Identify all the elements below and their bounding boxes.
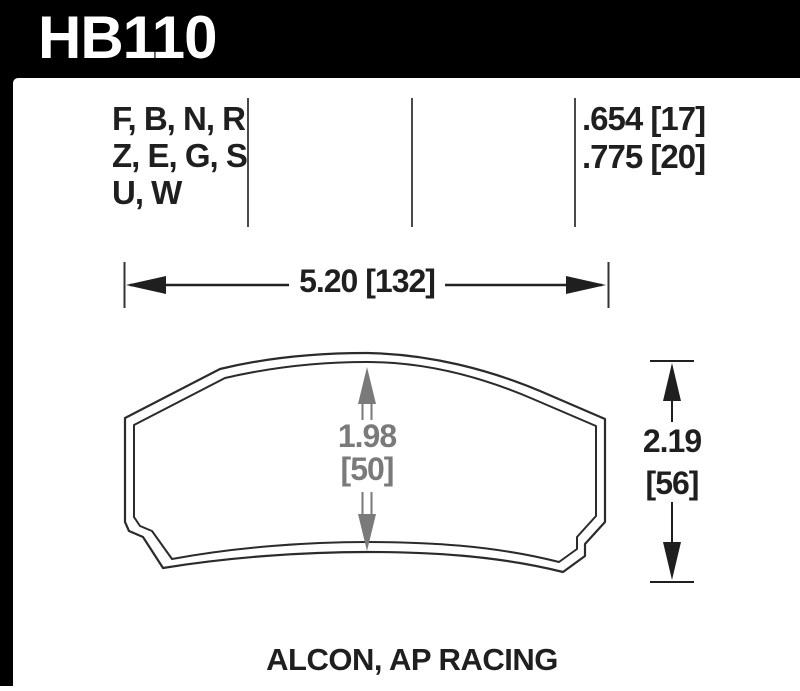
pad-thickness-value: .654 [17] [582,100,706,137]
overall-height-in-label: 2.19 [642,423,702,459]
compound-codes-line: Z, E, G, S [112,137,247,174]
center-height-mm-label: [50] [340,451,394,487]
table-divider-lines [248,98,575,227]
overall-width-label: 5.20 [132] [289,263,445,299]
applications-label: ALCON, AP RACING [266,642,558,677]
pad-thickness-value: .775 [20] [582,138,706,175]
overall-height-mm-label: [56] [645,465,699,501]
part-number-label: HB110 [38,4,217,71]
center-height-in-label: 1.98 [337,418,397,454]
compound-codes-line: U, W [112,174,182,211]
compound-codes-line: F, B, N, R [112,100,246,137]
